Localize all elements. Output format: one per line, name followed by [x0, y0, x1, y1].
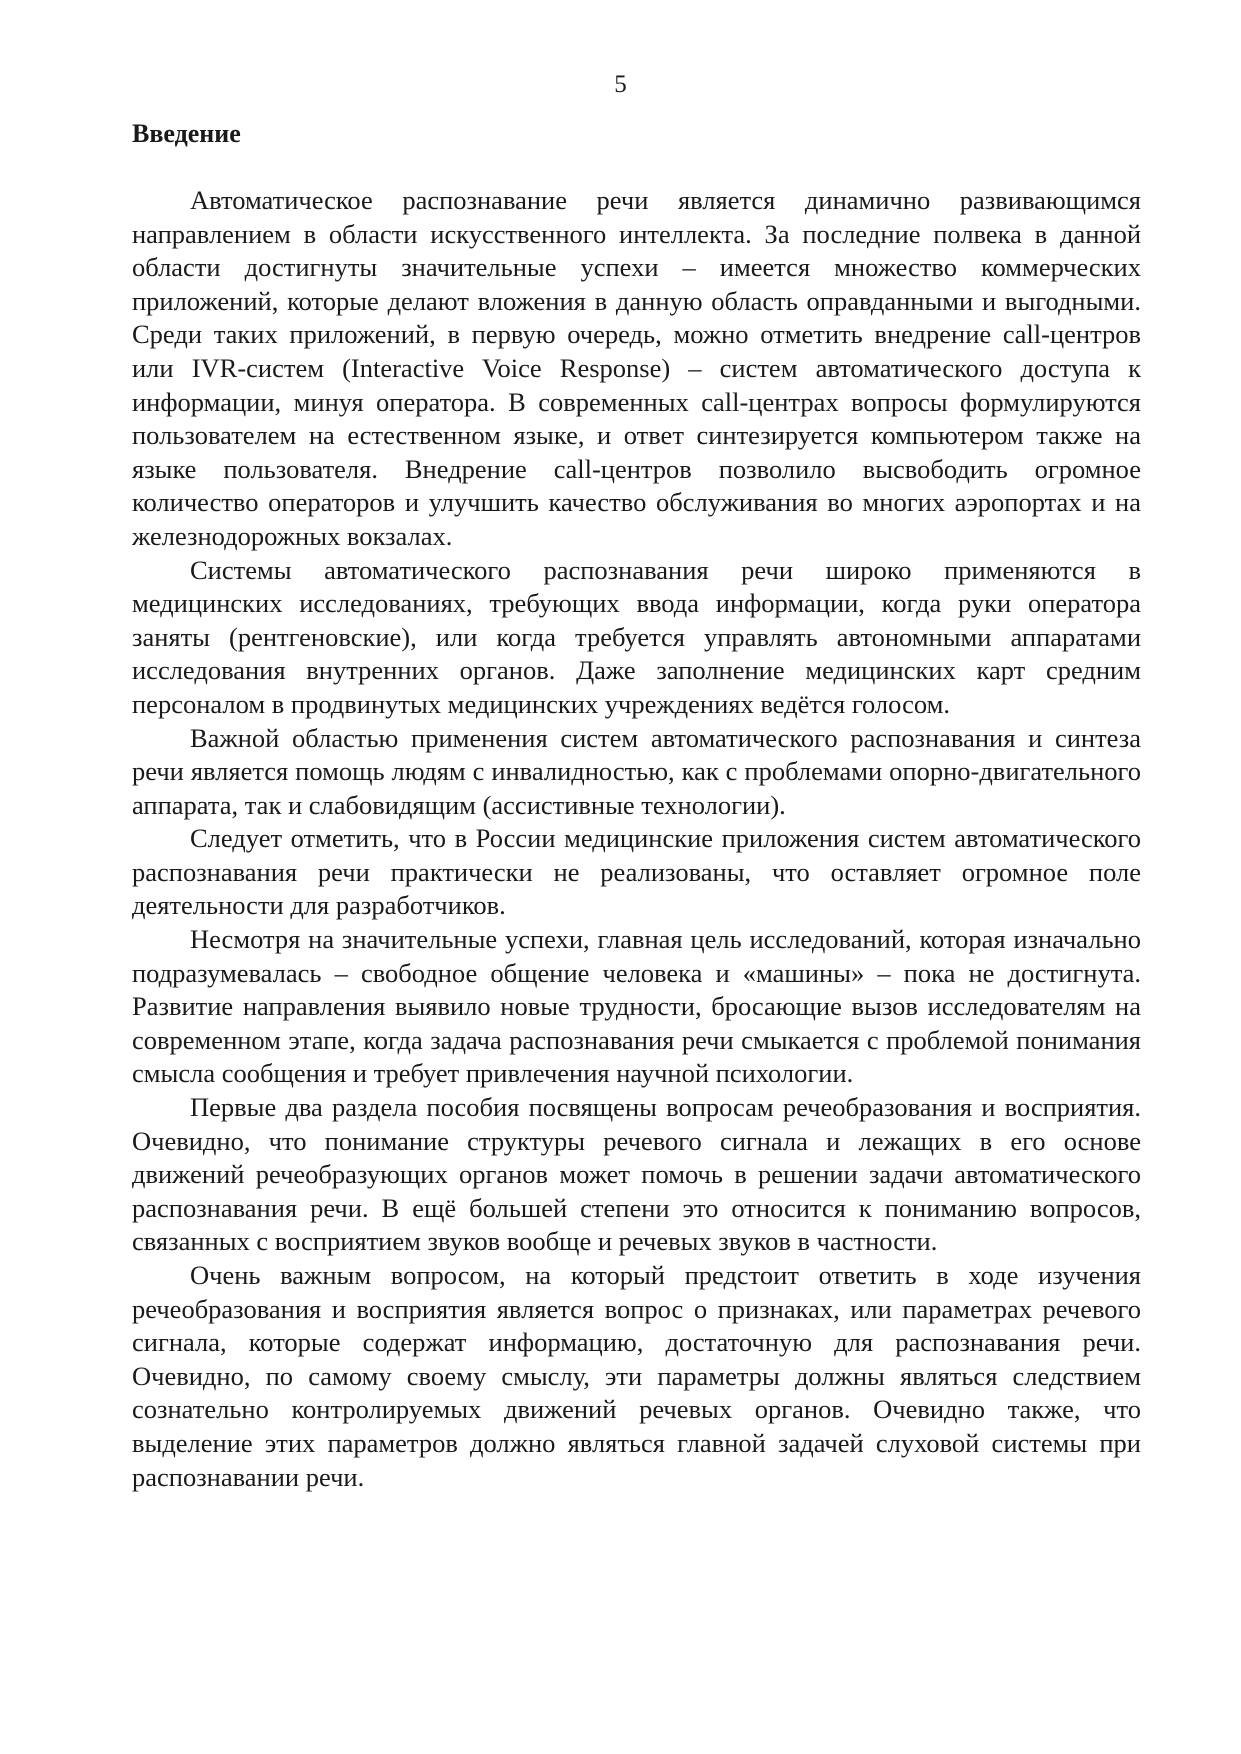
page-number: 5	[614, 71, 627, 98]
paragraph: Несмотря на значительные успехи, главная цель исследований, которая изначально подразумевалась – свободное общение человека и «машины» – пока не достигнута. Развитие направления выявило новые трудности, бросающие вызов исследователям на современном этапе, когда задача распознавания речи смыкается с проблемой понимания смысла сообщения и требует привлечения научной психологии.	[132, 924, 1141, 1089]
section-heading: Введение	[132, 119, 241, 148]
paragraph: Важной областью применения систем автоматического распознавания и синтеза речи является помощь людям с инвалидностью, как с проблемами опорно-двигательного аппарата, так и слабовидящим (ассистивные технологии).	[132, 722, 1141, 820]
document-body	[132, 184, 1141, 1494]
paragraph: Очень важным вопросом, на который предстоит ответить в ходе изучения речеобразования и восприятия является вопрос о признаках, или параметрах речевого сигнала, которые содержат информацию, достаточную для распознавания речи. Очевидно, по самому своему смыслу, эти параметры должны являться следствием сознательно контролируемых движений речевых органов. Очевидно также, что выделение этих параметров должно являться главной задачей слуховой системы при распознавании речи.	[132, 1260, 1141, 1492]
paragraph: Системы автоматического распознавания речи широко применяются в медицинских исследованиях, требующих ввода информации, когда руки оператора заняты (рентгеновские), или когда требуется управлять автономными аппаратами исследования внутренних органов. Даже заполнение медицинских карт средним персоналом в продвинутых медицинских учреждениях ведётся голосом.	[132, 554, 1141, 719]
paragraph: Первые два раздела пособия посвящены вопросам речеобразования и восприятия. Очевидно, что понимание структуры речевого сигнала и лежащих в его основе движений речеобразующих органов может помочь в решении задачи автоматического распознавания речи. В ещё большей степени это относится к пониманию вопросов, связанных с восприятием звуков вообще и речевых звуков в частности.	[132, 1092, 1141, 1257]
paragraph: Следует отметить, что в России медицинские приложения систем автоматического распознавания речи практически не реализованы, что оставляет огромное поле деятельности для разработчиков.	[132, 823, 1141, 921]
paragraph: Автоматическое распознавание речи является динамично развивающимся направлением в области искусственного интеллекта. За последние полвека в данной области достигнуты значительные успехи – имеется множество коммерческих приложений, которые делают вложения в данную область оправданными и выгодными. Среди таких приложений, в первую очередь, можно отметить внедрение call-центров или IVR-систем (Interactive Voice Response) – систем автоматического доступа к информации, минуя оператора. В современных call-центрах вопросы формулируются пользователем на естественном языке, и ответ синтезируется компьютером также на языке пользователя. Внедрение call-центров позволило высвободить огромное количество операторов и улучшить качество обслуживания во многих аэропортах и на железнодорожных вокзалах.	[132, 185, 1141, 551]
